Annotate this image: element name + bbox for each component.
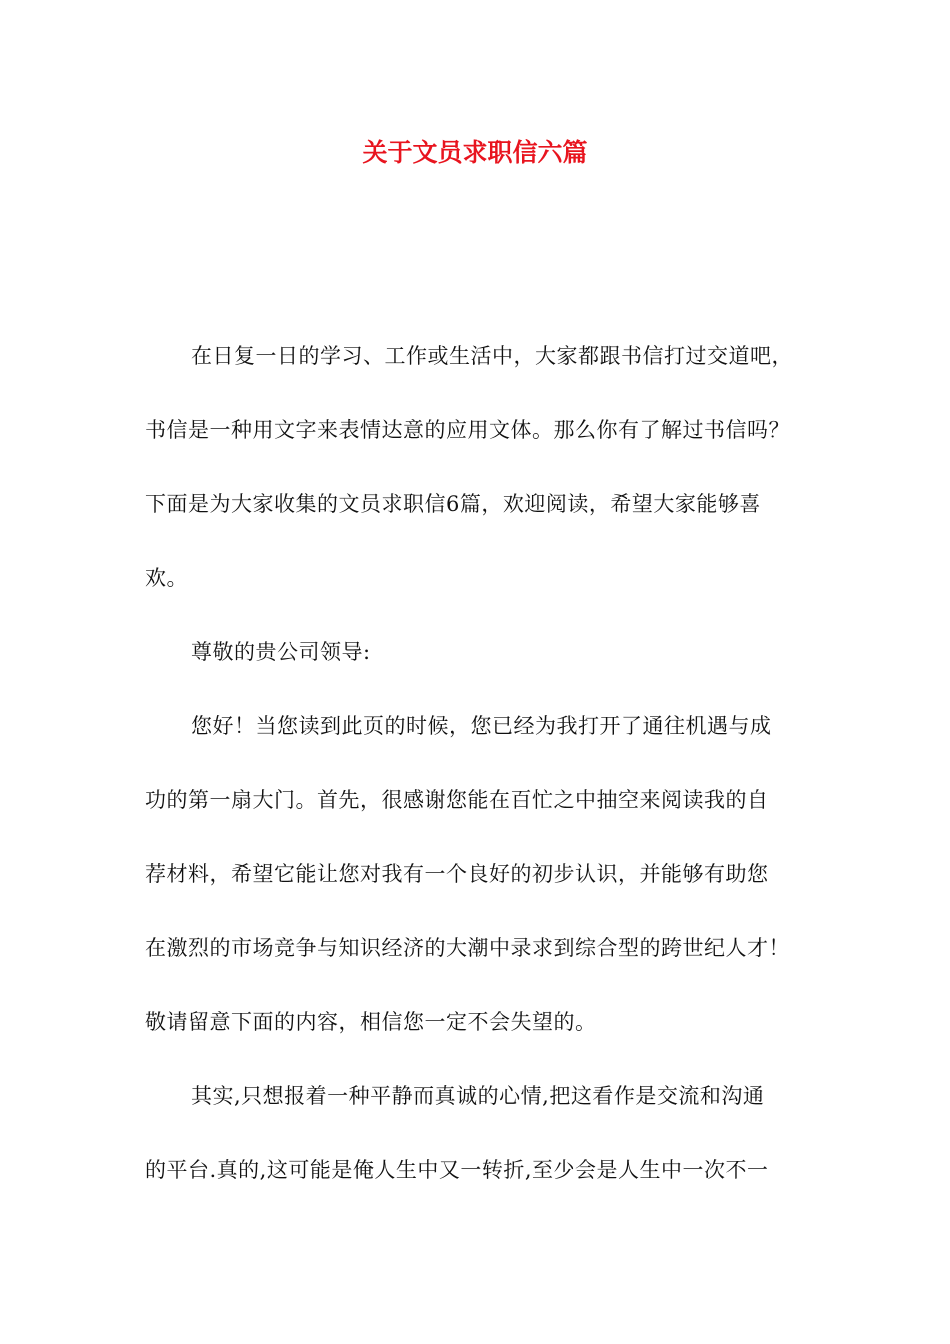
document-title: 关于文员求职信六篇	[362, 138, 588, 167]
paragraph-line-12: 的平台.真的,这可能是俺人生中又一转折,至少会是人生中一次不一	[145, 1158, 769, 1182]
paragraph-line-6: 您好！当您读到此页的时候，您已经为我打开了通往机遇与成	[191, 714, 772, 738]
document-body	[145, 319, 810, 1207]
paragraph-line-1: 在日复一日的学习、工作或生活中，大家都跟书信打过交道吧，	[191, 344, 793, 368]
paragraph-line-2: 书信是一种用文字来表情达意的应用文体。那么你有了解过书信吗？	[145, 418, 790, 442]
paragraph-line-9: 在激烈的市场竞争与知识经济的大潮中录求到综合型的跨世纪人才！	[145, 936, 790, 960]
paragraph-line-10: 敬请留意下面的内容，相信您一定不会失望的。	[145, 1010, 597, 1034]
paragraph-line-11: 其实,只想报着一种平静而真诚的心情,把这看作是交流和沟通	[191, 1084, 765, 1108]
paragraph-line-4: 欢。	[145, 566, 188, 590]
paragraph-line-7: 功的第一扇大门。首先，很感谢您能在百忙之中抽空来阅读我的自	[145, 788, 769, 812]
paragraph-line-8: 荐材料，希望它能让您对我有一个良好的初步认识，并能够有助您	[145, 862, 769, 886]
salutation-line: 尊敬的贵公司领导:	[191, 640, 371, 664]
paragraph-line-3: 下面是为大家收集的文员求职信6篇，欢迎阅读，希望大家能够喜	[145, 492, 761, 516]
